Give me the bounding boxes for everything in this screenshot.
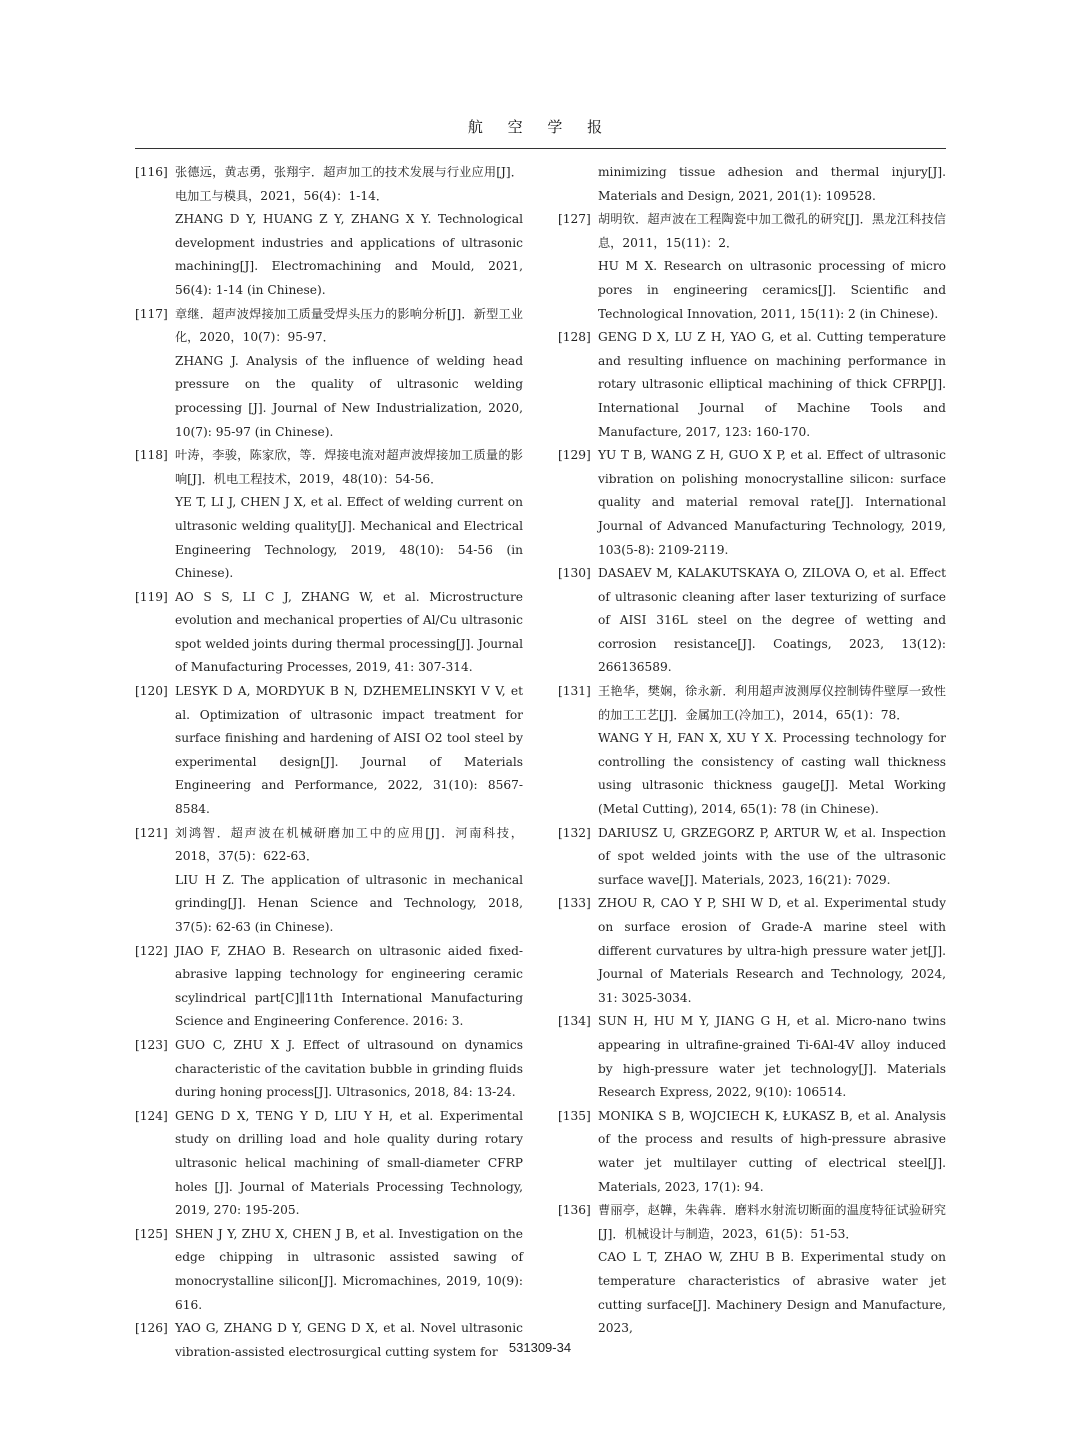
reference-127	[558, 208, 946, 326]
reference-133	[558, 892, 946, 1010]
reference-number: [124]	[135, 1108, 168, 1123]
reference-126-continuation	[558, 161, 946, 208]
reference-128	[558, 326, 946, 444]
reference-number: [118]	[135, 448, 168, 463]
reference-number: [125]	[135, 1226, 168, 1241]
reference-text: LESYK D A, MORDYUK B N, DZHEMELINSKYI V V, et al. Optimization of ultrasonic impact treatment for surface finishing and hardening of AISI O2 tool steel by experimental design[J]. Journal of Materials Engineering and Performance, 2022, 31(10): 8567-8584.	[175, 684, 523, 817]
reference-text: SUN H, HU M Y, JIANG G H, et al. Micro-nano twins appearing in ultrafine-grained Ti-6Al-4V alloy induced by high-pressure water jet technology[J]. Materials Research Express, 2022, 9(10): 106514.	[598, 1014, 946, 1100]
reference-text: DASAEV M, KALAKUTSKAYA O, ZILOVA O, et al. Effect of ultrasonic cleaning after laser texturizing of surface of AISI 316L steel on the degree of wetting and corrosion resistance[J]. Coatings, 2023, 13(12): 266136589.	[598, 566, 946, 675]
reference-number: [122]	[135, 943, 168, 958]
reference-124	[135, 1105, 523, 1223]
reference-text: GENG D X, LU Z H, YAO G, et al. Cutting temperature and resulting influence on machining performance in rotary ultrasonic elliptical machining of thick CFRP[J]. International Journal of Machine Tools and Manufacture, 2017, 123: 160-170.	[598, 330, 946, 439]
journal-title: 航 空 学 报	[467, 118, 613, 136]
reference-number: [123]	[135, 1037, 168, 1052]
reference-number: [133]	[558, 896, 591, 911]
reference-text-en: ZHANG D Y, HUANG Z Y, ZHANG X Y. Technological development industries and applications of ultrasonic machining[J]. Electromachining and Mould, 2021, 56(4): 1-14 (in Chinese).	[175, 212, 523, 297]
reference-number: [117]	[135, 306, 168, 321]
reference-text: JIAO F, ZHAO B. Research on ultrasonic aided fixed-abrasive lapping technology for engineering ceramic scylindrical part[C]∥11th International Manufacturing Science and Engineering Conference. 2016: 3.	[175, 943, 523, 1029]
reference-text-en: LIU H Z. The application of ultrasonic in mechanical grinding[J]. Henan Science and Technology, 2018, 37(5): 62-63 (in Chinese).	[175, 872, 523, 934]
reference-text-zh: 王艳华，樊娴，徐永新．利用超声波测厚仪控制铸件壁厚一致性的加工工艺[J]．金属加工(冷加工)，2014，65(1)：78．	[598, 684, 946, 722]
page-number: 531309-34	[508, 1340, 572, 1355]
reference-text-zh: 曹丽亭，赵韡，朱犇犇．磨料水射流切断面的温度特征试验研究[J]．机械设计与制造，2023，61(5)：51-53．	[598, 1203, 946, 1241]
reference-text: SHEN J Y, ZHU X, CHEN J B, et al. Investigation on the edge chipping in ultrasonic assisted sawing of monocrystalline silicon[J]. Micromachines, 2019, 10(9): 616.	[175, 1226, 523, 1312]
reference-116	[135, 161, 523, 303]
reference-text: AO S S, LI C J, ZHANG W, et al. Microstructure evolution and mechanical properties of Al/Cu ultrasonic spot welded joints during thermal processing[J]. Journal of Manufacturing Processes, 2019, 41: 307-314.	[175, 589, 523, 675]
reference-129	[558, 444, 946, 562]
reference-number: [120]	[135, 684, 168, 699]
reference-text: MONIKA S B, WOJCIECH K, ŁUKASZ B, et al. Analysis of the process and results of high-pressure abrasive water jet multilayer cutting of electrical steel[J]. Materials, 2023, 17(1): 94.	[598, 1108, 946, 1194]
reference-131	[558, 680, 946, 822]
reference-125	[135, 1223, 523, 1317]
reference-text-zh: 胡明钦．超声波在工程陶瓷中加工微孔的研究[J]．黑龙江科技信息，2011，15(11)：2．	[598, 212, 946, 250]
reference-text-en: YE T, LI J, CHEN J X, et al. Effect of welding current on ultrasonic welding quality[J]. Mechanical and Electrical Engineering Technology, 2019, 48(10): 54-56 (in Chinese).	[175, 495, 523, 581]
reference-text: YU T B, WANG Z H, GUO X P, et al. Effect of ultrasonic vibration on polishing monocrystalline silicon: surface quality and material removal rate[J]. International Journal of Advanced Manufacturing Technology, 2019, 103(5-8): 2109-2119.	[598, 448, 946, 557]
reference-122	[135, 940, 523, 1034]
reference-132	[558, 822, 946, 893]
reference-column-left	[135, 161, 523, 1364]
reference-119	[135, 586, 523, 680]
reference-121	[135, 822, 523, 940]
reference-text-zh: 章继．超声波焊接加工质量受焊头压力的影响分析[J]．新型工业化，2020，10(7)：95-97．	[175, 306, 523, 345]
reference-text: YAO G, ZHANG D Y, GENG D X, et al. Novel ultrasonic vibration-assisted electrosurgical cutting system for	[175, 1321, 523, 1359]
reference-text: GUO C, ZHU X J. Effect of ultrasound on dynamics characteristic of the cavitation bubble in grinding fluids during honing process[J]. Ultrasonics, 2018, 84: 13-24.	[175, 1037, 523, 1100]
reference-number: [116]	[135, 165, 168, 179]
reference-number: [130]	[558, 566, 591, 581]
reference-135	[558, 1105, 946, 1199]
reference-number: [121]	[135, 825, 168, 840]
reference-text-zh: 叶涛，李骏，陈家欣，等．焊接电流对超声波焊接加工质量的影响[J]．机电工程技术，2019，48(10)：54-56．	[175, 448, 523, 486]
reference-text-en: CAO L T, ZHAO W, ZHU B B. Experimental study on temperature characteristics of abrasive water jet cutting surface[J]. Machinery Design and Manufacture, 2023,	[598, 1250, 946, 1336]
reference-number: [119]	[135, 589, 168, 604]
reference-text: minimizing tissue adhesion and thermal injury[J]. Materials and Design, 2021, 201(1): 109528.	[598, 165, 946, 203]
reference-text-en: WANG Y H, FAN X, XU Y X. Processing technology for controlling the consistency of casting wall thickness using ultrasonic thickness gauge[J]. Metal Working (Metal Cutting), 2014, 65(1): 78 (in Chinese).	[598, 731, 946, 817]
header-divider	[135, 148, 946, 149]
reference-text-zh: 张德远，黄志勇，张翔宇．超声加工的技术发展与行业应用[J]．电加工与模具，2021，56(4)：1-14．	[175, 165, 523, 203]
reference-text: GENG D X, TENG Y D, LIU Y H, et al. Experimental study on drilling load and hole quality during rotary ultrasonic helical machining of small-diameter CFRP holes [J]. Journal of Materials Processing Technology, 2019, 270: 195-205.	[175, 1108, 523, 1218]
reference-text-zh: 刘鸿智．超声波在机械研磨加工中的应用[J]．河南科技，2018，37(5)：622-63．	[175, 825, 523, 864]
reference-number: [129]	[558, 448, 591, 463]
reference-number: [128]	[558, 330, 591, 345]
reference-number: [134]	[558, 1014, 591, 1029]
reference-117	[135, 303, 523, 445]
reference-number: [135]	[558, 1108, 591, 1123]
reference-text-en: HU M X. Research on ultrasonic processing of micro pores in engineering ceramics[J]. Scientific and Technological Innovation, 2011, 15(11): 2 (in Chinese).	[598, 259, 946, 321]
reference-column-right	[558, 161, 946, 1341]
reference-number: [126]	[135, 1321, 168, 1336]
reference-120	[135, 680, 523, 822]
reference-118	[135, 444, 523, 586]
reference-130	[558, 562, 946, 680]
reference-number: [131]	[558, 684, 591, 699]
reference-136	[558, 1199, 946, 1341]
reference-text-en: ZHANG J. Analysis of the influence of welding head pressure on the quality of ultrasonic welding processing [J]. Journal of New Industrialization, 2020, 10(7): 95-97 (in Chinese).	[175, 353, 523, 439]
reference-number: [127]	[558, 212, 591, 227]
reference-number: [132]	[558, 825, 591, 840]
reference-123	[135, 1034, 523, 1105]
reference-number: [136]	[558, 1203, 591, 1218]
reference-text: DARIUSZ U, GRZEGORZ P, ARTUR W, et al. Inspection of spot welded joints with the use of the ultrasonic surface wave[J]. Materials, 2023, 16(21): 7029.	[598, 825, 946, 887]
reference-text: ZHOU R, CAO Y P, SHI W D, et al. Experimental study on surface erosion of Grade-A marine steel with different curvatures by ultra-high pressure water jet[J]. Journal of Materials Research and Technology, 2024, 31: 3025-3034.	[598, 896, 946, 1005]
reference-134	[558, 1010, 946, 1104]
